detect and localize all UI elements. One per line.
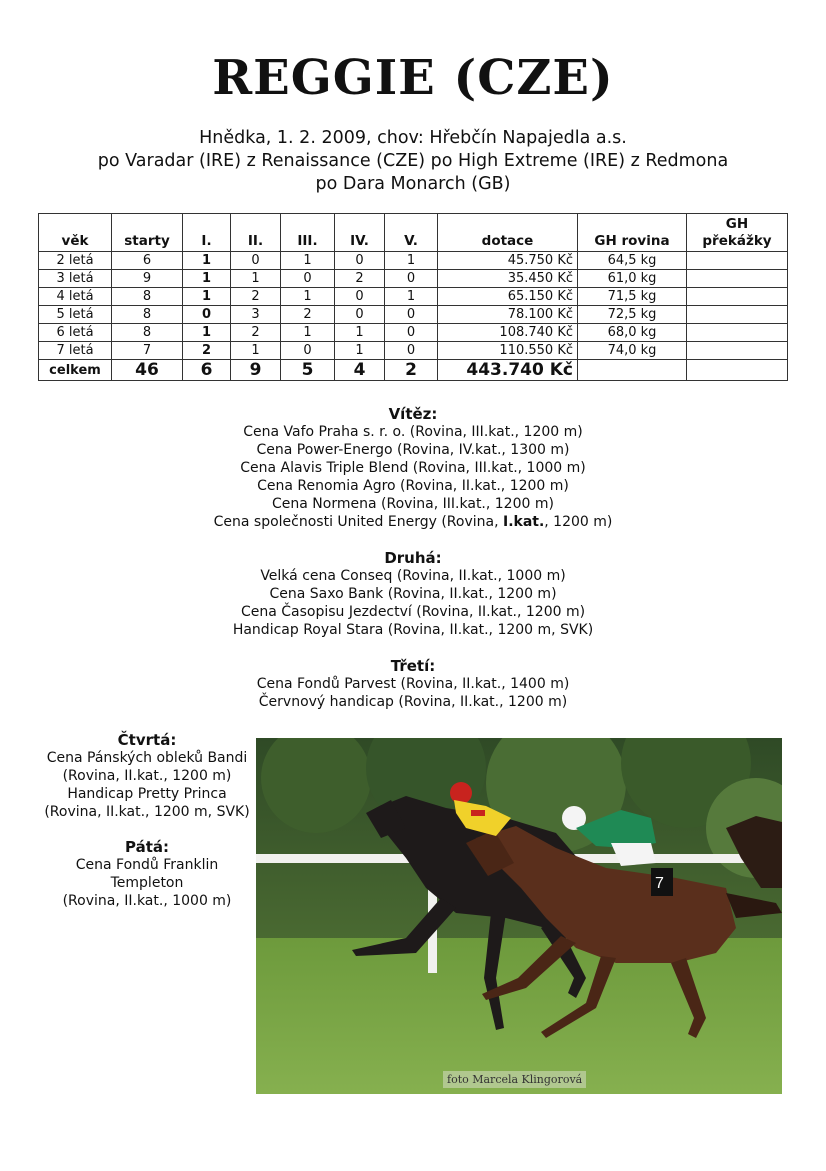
list-item: Červnový handicap (Rovina, II.kat., 1200 m) (258, 694, 568, 710)
table-cell: 65.150 Kč (438, 288, 578, 306)
header-cell: II. (231, 214, 281, 252)
fourth-heading: Čtvrtá: (117, 731, 177, 749)
fifth-place-section (36, 838, 258, 910)
list-item: Handicap Pretty Princa (67, 786, 227, 802)
table-row (39, 288, 788, 306)
list-item: (Rovina, II.kat., 1200 m) (62, 768, 232, 784)
table-cell: 72,5 kg (578, 306, 687, 324)
table-cell: 0 (281, 270, 335, 288)
table-cell: 2 (183, 342, 231, 360)
table-cell: 7 letá (39, 342, 112, 360)
list-item: Handicap Royal Stara (Rovina, II.kat., 1200 m, SVK) (232, 622, 594, 638)
fifth-heading: Pátá: (124, 838, 169, 856)
table-cell: 0 (385, 342, 438, 360)
list-item-text: Cena společnosti United Energy (Rovina, (213, 514, 503, 530)
table-cell: 0 (385, 324, 438, 342)
table-cell: 1 (281, 252, 335, 270)
table-cell: 2 (231, 288, 281, 306)
table-row (39, 306, 788, 324)
table-cell: 0 (335, 252, 385, 270)
second-heading: Druhá: (384, 549, 442, 567)
table-cell: 1 (385, 288, 438, 306)
table-row (39, 252, 788, 270)
header-cell: III. (281, 214, 335, 252)
table-cell: 1 (183, 270, 231, 288)
total-cell: 46 (112, 360, 183, 381)
list-item: (Rovina, II.kat., 1200 m, SVK) (44, 804, 250, 820)
horse-name-title: REGGIE (CZE) (212, 50, 614, 106)
table-cell: 74,0 kg (578, 342, 687, 360)
table-cell: 8 (112, 288, 183, 306)
fourth-place-section (36, 731, 258, 821)
table-cell: 5 letá (39, 306, 112, 324)
table-cell: 3 (231, 306, 281, 324)
table-cell: 2 (335, 270, 385, 288)
header-cell: dotace (438, 214, 578, 252)
race-stats-table (38, 213, 788, 381)
table-row (39, 270, 788, 288)
table-cell: 4 letá (39, 288, 112, 306)
horse-race-illustration (256, 738, 782, 1094)
table-cell: 61,0 kg (578, 270, 687, 288)
list-item-text: , 1200 m) (544, 514, 613, 530)
table-cell: 0 (335, 288, 385, 306)
list-item: Cena Fondů Parvest (Rovina, II.kat., 1400 m) (256, 676, 570, 692)
photo-credit: foto Marcela Klingorová (443, 1071, 586, 1088)
table-cell: 45.750 Kč (438, 252, 578, 270)
table-cell: 0 (385, 270, 438, 288)
table-cell: 108.740 Kč (438, 324, 578, 342)
header-cell: IV. (335, 214, 385, 252)
table-cell: 0 (335, 306, 385, 324)
table-cell: 1 (183, 288, 231, 306)
table-cell: 0 (385, 306, 438, 324)
second-place-section (0, 549, 826, 639)
table-cell: 1 (231, 342, 281, 360)
list-item: Cena Pánských obleků Bandi (46, 750, 248, 766)
list-item: (Rovina, II.kat., 1000 m) (62, 893, 232, 909)
list-item: Cena Power-Energo (Rovina, IV.kat., 1300 m) (256, 442, 570, 458)
winner-section (0, 405, 826, 531)
table-cell: 2 (281, 306, 335, 324)
list-item: Cena Normena (Rovina, III.kat., 1200 m) (272, 496, 554, 512)
table-cell: 35.450 Kč (438, 270, 578, 288)
header-cell: V. (385, 214, 438, 252)
table-cell: 2 letá (39, 252, 112, 270)
total-cell (578, 360, 687, 381)
table-row (39, 342, 788, 360)
table-cell: 0 (281, 342, 335, 360)
list-item (0, 513, 826, 531)
table-cell: 1 (385, 252, 438, 270)
list-item: Velká cena Conseq (Rovina, II.kat., 1000 m) (260, 568, 566, 584)
header-cell: GH překážky (687, 214, 788, 252)
table-header-row (39, 214, 788, 252)
table-cell (687, 324, 788, 342)
table-cell (687, 306, 788, 324)
saddle-number: 7 (655, 875, 664, 892)
total-cell: 9 (231, 360, 281, 381)
table-cell: 8 (112, 306, 183, 324)
total-cell: 5 (281, 360, 335, 381)
table-cell: 7 (112, 342, 183, 360)
total-cell: celkem (39, 360, 112, 381)
list-item: Cena Saxo Bank (Rovina, II.kat., 1200 m) (269, 586, 557, 602)
list-item-bold-category: I.kat. (502, 514, 545, 530)
table-cell: 8 (112, 324, 183, 342)
table-cell: 9 (112, 270, 183, 288)
winner-heading: Vítěz: (388, 405, 438, 423)
table-cell: 1 (335, 324, 385, 342)
header-cell: I. (183, 214, 231, 252)
total-cell (687, 360, 788, 381)
list-item: Cena Alavis Triple Blend (Rovina, III.kat., 1000 m) (240, 460, 586, 476)
list-item: Templeton (110, 875, 184, 891)
table-cell: 0 (183, 306, 231, 324)
table-cell: 1 (183, 252, 231, 270)
table-cell: 1 (231, 270, 281, 288)
total-cell: 2 (385, 360, 438, 381)
list-item: Cena Fondů Franklin (75, 857, 219, 873)
table-cell (687, 288, 788, 306)
header-cell: věk (39, 214, 112, 252)
table-cell: 6 (112, 252, 183, 270)
total-cell: 443.740 Kč (438, 360, 578, 381)
table-row (39, 324, 788, 342)
list-item: Cena Renomia Agro (Rovina, II.kat., 1200 m) (257, 478, 569, 494)
header-cell: GH rovina (578, 214, 687, 252)
race-photo (256, 738, 782, 1094)
total-cell: 6 (183, 360, 231, 381)
table-cell: 78.100 Kč (438, 306, 578, 324)
header-cell: starty (112, 214, 183, 252)
horse-info-line-1: Hnědka, 1. 2. 2009, chov: Hřebčín Napajedla a.s. (199, 128, 627, 148)
table-cell: 0 (231, 252, 281, 270)
table-cell: 1 (281, 324, 335, 342)
table-cell (687, 342, 788, 360)
table-cell: 2 (231, 324, 281, 342)
table-cell: 1 (335, 342, 385, 360)
table-cell: 68,0 kg (578, 324, 687, 342)
list-item: Cena Časopisu Jezdectví (Rovina, II.kat., 1200 m) (240, 604, 586, 620)
table-cell (687, 252, 788, 270)
table-cell: 1 (183, 324, 231, 342)
table-cell: 6 letá (39, 324, 112, 342)
table-cell: 64,5 kg (578, 252, 687, 270)
horse-info-line-2: po Varadar (IRE) z Renaissance (CZE) po High Extreme (IRE) z Redmona (97, 151, 729, 171)
table-cell (687, 270, 788, 288)
table-cell: 110.550 Kč (438, 342, 578, 360)
table-cell: 1 (281, 288, 335, 306)
third-place-section (0, 657, 826, 711)
total-cell: 4 (335, 360, 385, 381)
table-cell: 71,5 kg (578, 288, 687, 306)
third-heading: Třetí: (390, 657, 436, 675)
table-cell: 3 letá (39, 270, 112, 288)
horse-info-line-3: po Dara Monarch (GB) (315, 174, 511, 194)
table-total-row (39, 360, 788, 381)
list-item: Cena Vafo Praha s. r. o. (Rovina, III.kat., 1200 m) (243, 424, 583, 440)
